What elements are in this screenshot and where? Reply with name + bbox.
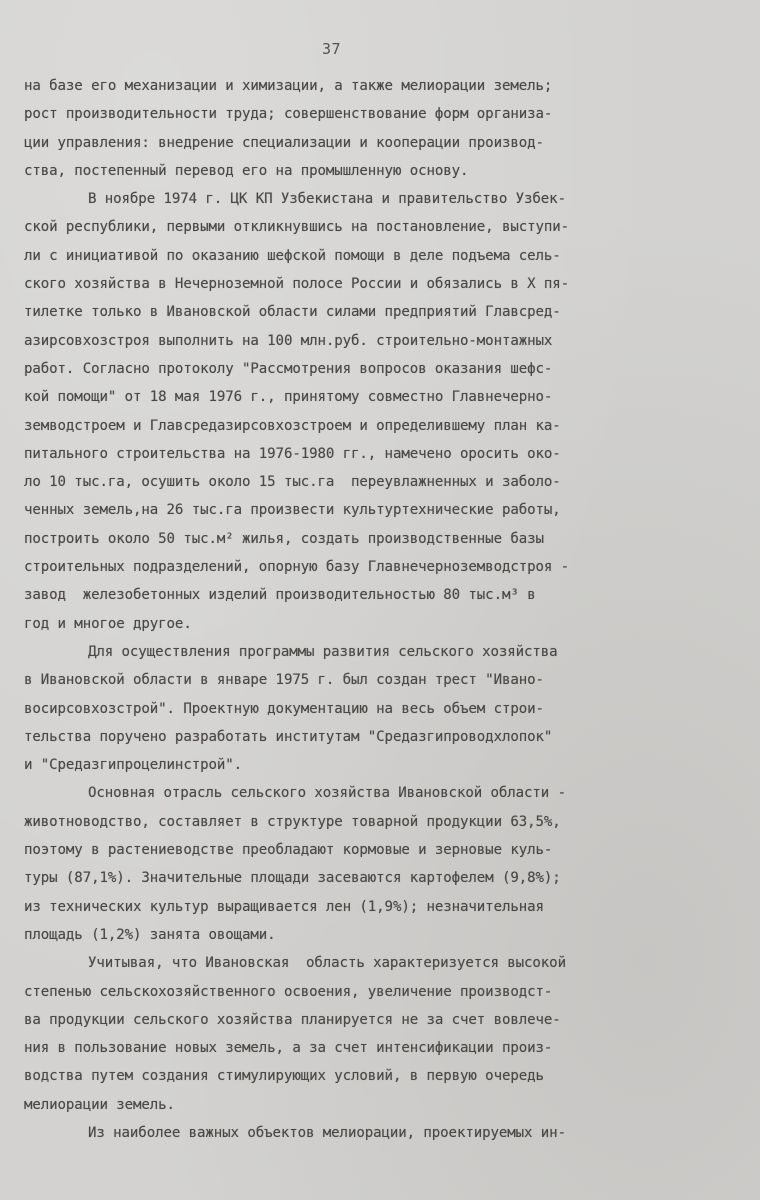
paragraph-6	[24, 1119, 736, 1147]
text-line: на базе его механизации и химизации, а также мелиорации земель;	[24, 78, 553, 94]
text-line: тилетке только в Ивановской области силами предприятий Главсред-	[24, 304, 561, 321]
text-line: завод железобетонных изделий производительностью 80 тыс.м³ в	[24, 587, 536, 604]
text-line: поэтому в растениеводстве преобладают кормовые и зерновые куль-	[24, 842, 553, 859]
text-line: водства путем создания стимулирующих условий, в первую очередь	[24, 1068, 544, 1085]
text-line: тельства поручено разработать институтам "Средазгипроводхлопок"	[24, 728, 553, 745]
paragraph-3	[24, 638, 736, 779]
text-line: ского хозяйства в Нечерноземной полосе России и обязались в X пя-	[24, 276, 570, 293]
text-line: в Ивановской области в январе 1975 г. был создан трест "Ивано-	[24, 672, 544, 689]
text-line: строительных подразделений, опорную базу Главнечерноземводстроя -	[24, 559, 570, 576]
text-line: из технических культур выращивается лен (1,9%); незначительная	[24, 898, 544, 915]
text-line: питального строительства на 1976-1980 гг., намечено оросить око-	[24, 445, 561, 462]
text-line: мелиорации земель.	[24, 1096, 175, 1113]
text-line: Для осуществления программы развития сельского хозяйства	[88, 643, 558, 660]
text-line: площадь (1,2%) занята овощами.	[24, 926, 276, 943]
text-line: ской республики, первыми откликнувшись на постановление, выступи-	[24, 219, 570, 236]
text-line: ченных земель,на 26 тыс.га произвести культуртехнические работы,	[24, 502, 561, 519]
text-line: В ноябре 1974 г. ЦК КП Узбекистана и правительство Узбек-	[88, 191, 566, 208]
text-line: животноводство, составляет в структуре товарной продукции 63,5%,	[24, 813, 561, 830]
text-line: ло 10 тыс.га, осушить около 15 тыс.га переувлажненных и заболо-	[24, 474, 561, 491]
text-line: Учитывая, что Ивановская область характеризуется высокой	[88, 955, 566, 972]
text-line: земводстроем и Главсредазирсовхозстроем и определившему план ка-	[24, 417, 561, 434]
text-line: Основная отрасль сельского хозяйства Ивановской области -	[88, 785, 566, 802]
text-line: ли с инициативой по оказанию шефской помощи в деле подъема сель-	[24, 247, 561, 264]
body-text	[24, 72, 736, 1147]
text-line: ства, постепенный перевод его на промышленную основу.	[24, 162, 469, 179]
text-line: год и многое другое.	[24, 615, 192, 632]
paragraph-2	[24, 185, 736, 638]
text-line: ции управления: внедрение специализации и кооперации производ-	[24, 134, 544, 151]
text-line: ния в пользование новых земель, а за счет интенсификации произ-	[24, 1040, 553, 1057]
text-line: туры (87,1%). Значительные площади засеваются картофелем (9,8%);	[24, 870, 561, 887]
text-line: построить около 50 тыс.м² жилья, создать производственные базы	[24, 530, 544, 547]
text-line: кой помощи" от 18 мая 1976 г., принятому совместно Главнечерно-	[24, 389, 553, 406]
text-line: рост производительности труда; совершенствование форм организа-	[24, 106, 553, 123]
text-line: и "Средазгипроцелинстрой".	[24, 757, 243, 774]
page-number: 37	[322, 40, 342, 58]
paragraph-5	[24, 949, 736, 1119]
text-line: азирсовхозстроя выполнить на 100 млн.руб. строительно-монтажных	[24, 332, 553, 349]
text-line: восирсовхозстрой". Проектную документацию на весь объем строи-	[24, 700, 544, 717]
text-line: работ. Согласно протоколу "Рассмотрения вопросов оказания шефс-	[24, 360, 553, 377]
paragraph-1	[24, 72, 736, 185]
text-line: степенью сельскохозяйственного освоения, увеличение производст-	[24, 983, 553, 1000]
text-line: ва продукции сельского хозяйства планируется не за счет вовлече-	[24, 1011, 561, 1028]
paragraph-4	[24, 779, 736, 949]
text-line: Из наиболее важных объектов мелиорации, проектируемых ин-	[88, 1124, 566, 1141]
